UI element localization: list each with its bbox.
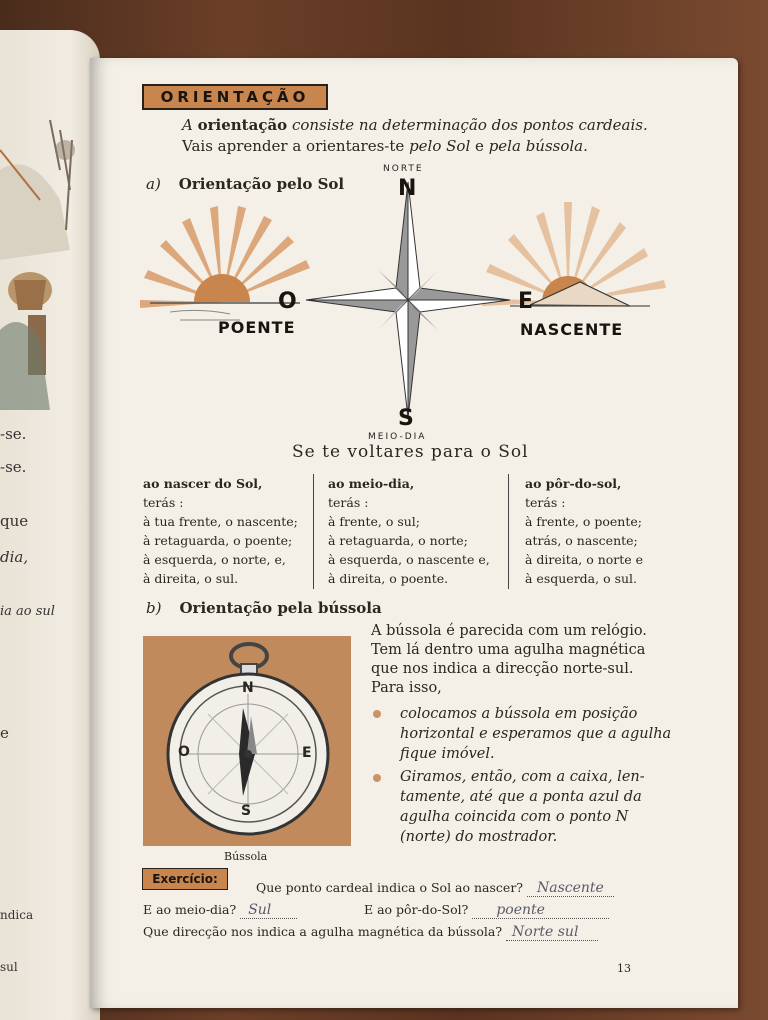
column-line: à direita, o poente. (328, 571, 449, 586)
column-line: à direita, o sul. (143, 571, 239, 586)
column-line: à esquerda, o norte, e, (143, 552, 286, 567)
intro-text: consiste na determinação dos pontos cardeais. (291, 116, 648, 134)
column-sunrise (143, 474, 298, 588)
bullet-line: colocamos a bússola em posição (400, 706, 638, 722)
answer-field[interactable]: poente (472, 902, 609, 919)
left-page-line: sul (0, 960, 18, 974)
exercise-q2 (143, 902, 297, 918)
south-label: MEIO-DIA (368, 432, 427, 442)
question-text: E ao pôr-do-Sol? (364, 902, 469, 917)
page-title: ORIENTAÇÃO (160, 88, 310, 106)
bussola-line: que nos indica a direcção norte-sul. (371, 661, 634, 677)
column-line: terás : (143, 495, 184, 510)
left-page-line: -se. (0, 425, 27, 443)
north-letter: N (398, 176, 417, 201)
compass-o-letter: O (178, 744, 190, 760)
column-line: atrás, o nascente; (525, 533, 638, 548)
left-page-line: ia ao sul (0, 604, 55, 619)
compass-n-letter: N (242, 680, 254, 696)
bullet-line: horizontal e esperamos que a agulha (400, 726, 672, 742)
question-text: Que ponto cardeal indica o Sol ao nascer? (256, 880, 523, 895)
column-line: à retaguarda, o poente; (143, 533, 293, 548)
section-title: Orientação pelo Sol (178, 175, 345, 193)
section-title: Orientação pela bússola (179, 599, 382, 617)
column-divider (508, 474, 509, 589)
left-page-line: -se. (0, 458, 27, 476)
column-line: à retaguarda, o norte; (328, 533, 468, 548)
sun-compass-illustration (110, 160, 700, 440)
east-name: NASCENTE (520, 320, 624, 339)
column-line: terás : (525, 495, 566, 510)
compass-e-letter: E (302, 745, 312, 761)
answer-field[interactable]: Norte sul (506, 924, 598, 941)
exercise-q4 (143, 924, 598, 940)
compass-rose-icon (306, 182, 510, 418)
section-label: b) (146, 599, 162, 617)
column-line: à esquerda, o nascente e, (328, 552, 490, 567)
intro-keyword: pelo Sol (409, 137, 471, 155)
exercise-label: Exercício: (142, 868, 228, 890)
column-line: terás : (328, 495, 369, 510)
intro-text: A (182, 116, 193, 134)
bullet-line: agulha coincida com o ponto N (400, 809, 629, 825)
intro-line-2 (182, 137, 588, 155)
answer-field[interactable]: Nascente (527, 880, 614, 897)
question-text: E ao meio-dia? (143, 902, 237, 917)
left-page-line: que (0, 512, 29, 530)
west-letter: O (278, 289, 297, 314)
rising-sun-icon (482, 202, 666, 306)
bullet-icon (373, 710, 381, 718)
bussola-line: Para isso, (371, 680, 442, 696)
bullet-line: fique imóvel. (400, 746, 495, 762)
column-midday (328, 474, 490, 588)
intro-text: Vais aprender a orientares-te (182, 137, 405, 155)
west-name: POENTE (218, 318, 296, 337)
exercise-q3 (364, 902, 609, 918)
page-number: 13 (617, 962, 631, 975)
column-sunset (525, 474, 643, 588)
left-page-line: e (0, 724, 9, 742)
bullet-line: Giramos, então, com a caixa, len- (400, 769, 645, 785)
column-line: à direita, o norte e (525, 552, 644, 567)
bullet-icon (373, 774, 381, 782)
bullet-line: tamente, até que a ponta azul da (400, 789, 642, 805)
farmer-illustration (0, 110, 86, 410)
column-heading: ao pôr-do-sol, (525, 476, 622, 491)
intro-line-1 (182, 116, 648, 134)
bussola-line: A bússola é parecida com um relógio. (371, 623, 647, 639)
column-heading: ao meio-dia, (328, 476, 415, 491)
left-page-line: dia, (0, 548, 29, 566)
bussola-line: Tem lá dentro uma agulha magnética (371, 642, 646, 658)
subtitle: Se te voltares para o Sol (292, 442, 529, 462)
column-divider (313, 474, 314, 589)
compass-s-letter: S (241, 803, 252, 819)
exercise-q1 (256, 880, 614, 896)
east-letter: E (518, 289, 534, 314)
section-label: a) (146, 175, 161, 193)
intro-text: e (475, 137, 484, 155)
title-box (142, 84, 328, 110)
intro-keyword: pela bússola. (488, 137, 588, 155)
question-text: Que direcção nos indica a agulha magnética da bússola? (143, 924, 503, 939)
north-label: NORTE (383, 164, 424, 174)
column-line: à frente, o poente; (525, 514, 642, 529)
bullet-line: (norte) do mostrador. (400, 829, 558, 845)
section-b-heading (146, 599, 382, 617)
intro-keyword: orientação (197, 116, 288, 134)
left-page (0, 30, 100, 1020)
column-line: à frente, o sul; (328, 514, 421, 529)
left-page-line: ndica (0, 908, 34, 922)
column-heading: ao nascer do Sol, (143, 476, 263, 491)
column-line: à esquerda, o sul. (525, 571, 637, 586)
column-line: à tua frente, o nascente; (143, 514, 298, 529)
compass-caption: Bússola (224, 850, 268, 863)
answer-field[interactable]: Sul (240, 902, 297, 919)
south-letter: S (398, 406, 414, 431)
